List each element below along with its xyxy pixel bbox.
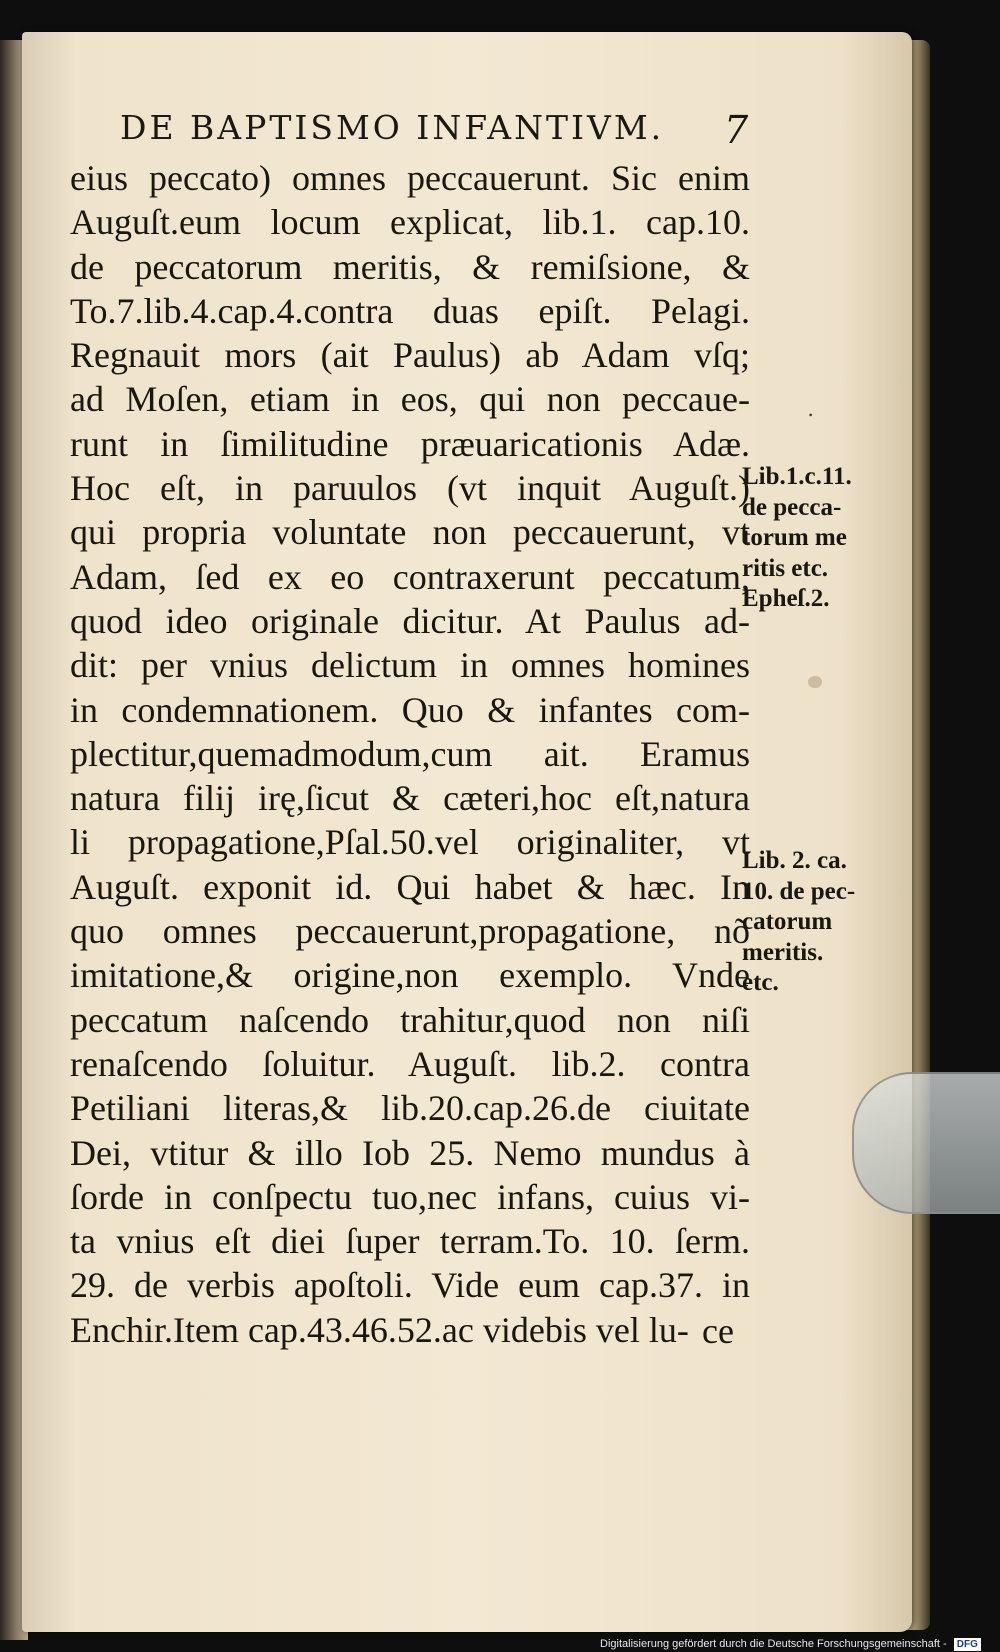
marginal-line: de pecca- — [742, 493, 842, 521]
text-line: Regnauit mors (ait Paulus) ab Adam vſq; — [70, 335, 750, 376]
text-line: quod ideo originale dicitur. At Paulus ad- — [70, 600, 750, 641]
page-clip — [852, 1072, 1000, 1214]
text-line: Dei, vtitur & illo Iob 25. Nemo mundus à — [70, 1132, 750, 1173]
text-line: To.7.lib.4.cap.4.contra duas epiſt. Pelagi. — [70, 290, 750, 331]
digitization-credit — [600, 1636, 981, 1652]
text-line: natura filij irę,ſicut & cæteri,hoc eſt,natura — [70, 778, 750, 819]
text-line: quo omnes peccauerunt,propagatione, nõ — [70, 911, 750, 952]
text-line: Petiliani literas,& lib.20.cap.26.de ciuitate — [70, 1088, 750, 1129]
text-line: ta vnius eſt diei ſuper terram.To. 10. ſerm. — [70, 1221, 750, 1262]
text-line: Enchir.Item cap.43.46.52.ac videbis vel lu- — [70, 1309, 689, 1350]
marginal-line: 10. de pec- — [742, 877, 856, 905]
marginal-line: torum me — [742, 524, 847, 551]
page-number: 7 — [724, 108, 749, 152]
text-line: de peccatorum meritis, & remiſsione, & — [70, 246, 750, 287]
catchword: ce — [702, 1311, 734, 1351]
text-line: Hoc eſt, in paruulos (vt inquit Auguſt.) — [70, 468, 750, 509]
dfg-logo: DFG — [954, 1638, 981, 1651]
text-line: renaſcendo ſoluitur. Auguſt. lib.2. contra — [70, 1043, 750, 1084]
marginal-line: Lib. 2. ca. — [742, 847, 847, 874]
ink-speck: ⸳ — [808, 402, 814, 424]
marginal-note-2 — [742, 846, 855, 999]
text-line: ad Moſen, etiam in eos, qui non peccaue- — [70, 379, 750, 420]
text-line: runt in ſimilitudine præuaricationis Adæ. — [70, 423, 750, 464]
running-title: DE BAPTISMO INFANTIVM. — [120, 108, 665, 147]
credit-text: Digitalisierung gefördert durch die Deutsche Forschungsgemeinschaft - — [600, 1638, 947, 1650]
marginal-line: Lib.1.c.11. — [742, 463, 852, 490]
body-text — [70, 156, 750, 1352]
text-line: Auguſt.eum locum explicat, lib.1. cap.10. — [70, 202, 750, 243]
marginal-line: Epheſ.2. — [742, 585, 830, 612]
text-line: peccatum naſcendo trahitur,quod non niſi — [70, 999, 750, 1040]
marginal-line: ritis etc. — [742, 554, 829, 582]
text-line: ſorde in conſpectu tuo,nec infans, cuius vi- — [70, 1176, 750, 1217]
paper-stain — [808, 676, 822, 688]
text-line: qui propria voluntate non peccauerunt, vt — [70, 512, 750, 553]
marginal-note-1 — [742, 462, 852, 615]
marginal-line: etc. — [742, 969, 779, 996]
text-line: imitatione,& origine,non exemplo. Vnde — [70, 955, 750, 996]
text-line: in condemnationem. Quo & infantes com- — [70, 689, 750, 730]
text-line: 29. de verbis apoſtoli. Vide eum cap.37. in — [70, 1265, 750, 1306]
marginal-line: meritis. — [742, 938, 824, 966]
text-line: Adam, ſed ex eo contraxerunt peccatum, — [70, 556, 750, 597]
text-line: dit: per vnius delictum in omnes homines — [70, 645, 750, 686]
marginal-line: catorum — [742, 908, 833, 935]
text-line: li propagatione,Pſal.50.vel originaliter, vt — [70, 822, 750, 863]
text-line: plectitur,quemadmodum,cum ait. Eramus — [70, 733, 750, 774]
text-line: Auguſt. exponit id. Qui habet & hæc. In — [70, 866, 750, 907]
text-line: eius peccato) omnes peccauerunt. Sic enim — [70, 158, 750, 198]
